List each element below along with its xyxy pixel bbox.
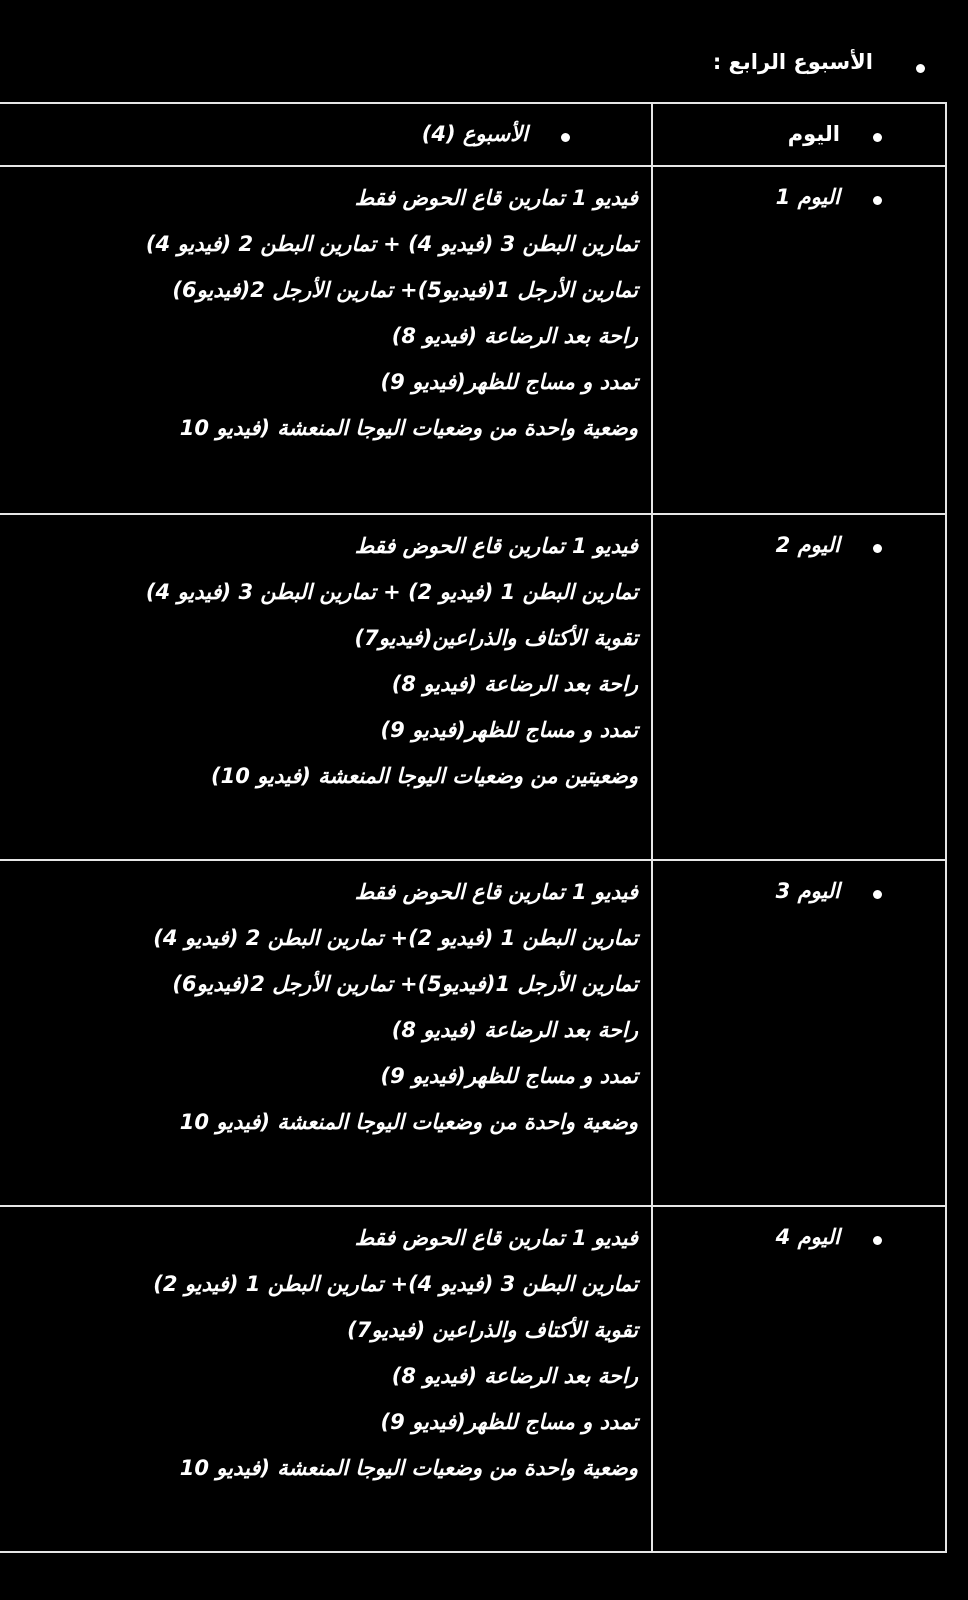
table-divider: [0, 165, 947, 167]
day-exercises: [146, 523, 638, 799]
day-label: اليوم 1: [775, 185, 840, 209]
column-divider: [651, 102, 653, 1553]
table-border-right: [945, 102, 947, 1553]
exercise-line: تمدد و مساج للظهر(فيديو 9): [380, 1064, 638, 1088]
bullet-icon: [873, 544, 882, 553]
bullet-icon: [916, 64, 925, 73]
exercise-line: تقوية الأكتاف والذراعين (فيديو7): [347, 1318, 638, 1342]
exercise-line: فيديو 1 تمارين قاع الحوض فقط: [354, 880, 638, 904]
table-divider: [0, 859, 947, 861]
table-border-top: [0, 102, 947, 104]
exercise-line: تمارين البطن 3 (فيديو 4) + تمارين البطن 2 (فيديو 4): [145, 232, 638, 256]
exercise-line: تقوية الأكتاف والذراعين(فيديو7): [354, 626, 638, 650]
header-week: الأسبوع (4): [421, 122, 528, 146]
exercise-line: فيديو 1 تمارين قاع الحوض فقط: [354, 534, 638, 558]
exercise-line: تمارين الأرجل 1(فيديو5)+ تمارين الأرجل 2(فيديو6): [172, 972, 638, 996]
day-label: اليوم 2: [775, 533, 840, 557]
day-label: اليوم 4: [775, 1225, 840, 1249]
day-exercises: [153, 1215, 638, 1491]
exercise-line: راحة بعد الرضاعة (فيديو 8): [391, 1018, 638, 1042]
exercise-line: تمارين البطن 1 (فيديو 2) + تمارين البطن 3 (فيديو 4): [145, 580, 638, 604]
section-heading: [713, 50, 873, 74]
exercise-line: تمدد و مساج للظهر(فيديو 9): [380, 1410, 638, 1434]
bullet-icon: [561, 133, 570, 142]
exercise-line: فيديو 1 تمارين قاع الحوض فقط: [354, 186, 638, 210]
exercise-line: وضعية واحدة من وضعيات اليوجا المنعشة (فيديو 10: [179, 416, 638, 440]
bullet-icon: [873, 196, 882, 205]
exercise-line: راحة بعد الرضاعة (فيديو 8): [391, 672, 638, 696]
day-exercises: [146, 175, 638, 451]
exercise-line: راحة بعد الرضاعة (فيديو 8): [391, 324, 638, 348]
section-heading-text: الأسبوع الرابع :: [712, 50, 873, 74]
exercise-line: وضعيتين من وضعيات اليوجا المنعشة (فيديو 10): [211, 764, 638, 788]
table-divider: [0, 1205, 947, 1207]
exercise-line: فيديو 1 تمارين قاع الحوض فقط: [354, 1226, 638, 1250]
table-divider: [0, 513, 947, 515]
bullet-icon: [873, 890, 882, 899]
exercise-line: تمدد و مساج للظهر(فيديو 9): [380, 718, 638, 742]
exercise-line: تمارين البطن 1 (فيديو 2)+ تمارين البطن 2 (فيديو 4): [153, 926, 638, 950]
exercise-line: تمارين البطن 3 (فيديو 4)+ تمارين البطن 1 (فيديو 2): [153, 1272, 638, 1296]
day-label: اليوم 3: [775, 879, 840, 903]
exercise-line: راحة بعد الرضاعة (فيديو 8): [391, 1364, 638, 1388]
exercise-line: وضعية واحدة من وضعيات اليوجا المنعشة (فيديو 10: [179, 1110, 638, 1134]
header-day: اليوم: [787, 122, 840, 146]
exercise-line: وضعية واحدة من وضعيات اليوجا المنعشة (فيديو 10: [179, 1456, 638, 1480]
bullet-icon: [873, 1236, 882, 1245]
table-border-bottom: [0, 1551, 947, 1553]
bullet-icon: [873, 133, 882, 142]
day-exercises: [153, 869, 638, 1145]
exercise-line: تمارين الأرجل 1(فيديو5)+ تمارين الأرجل 2(فيديو6): [172, 278, 638, 302]
exercise-line: تمدد و مساج للظهر(فيديو 9): [380, 370, 638, 394]
